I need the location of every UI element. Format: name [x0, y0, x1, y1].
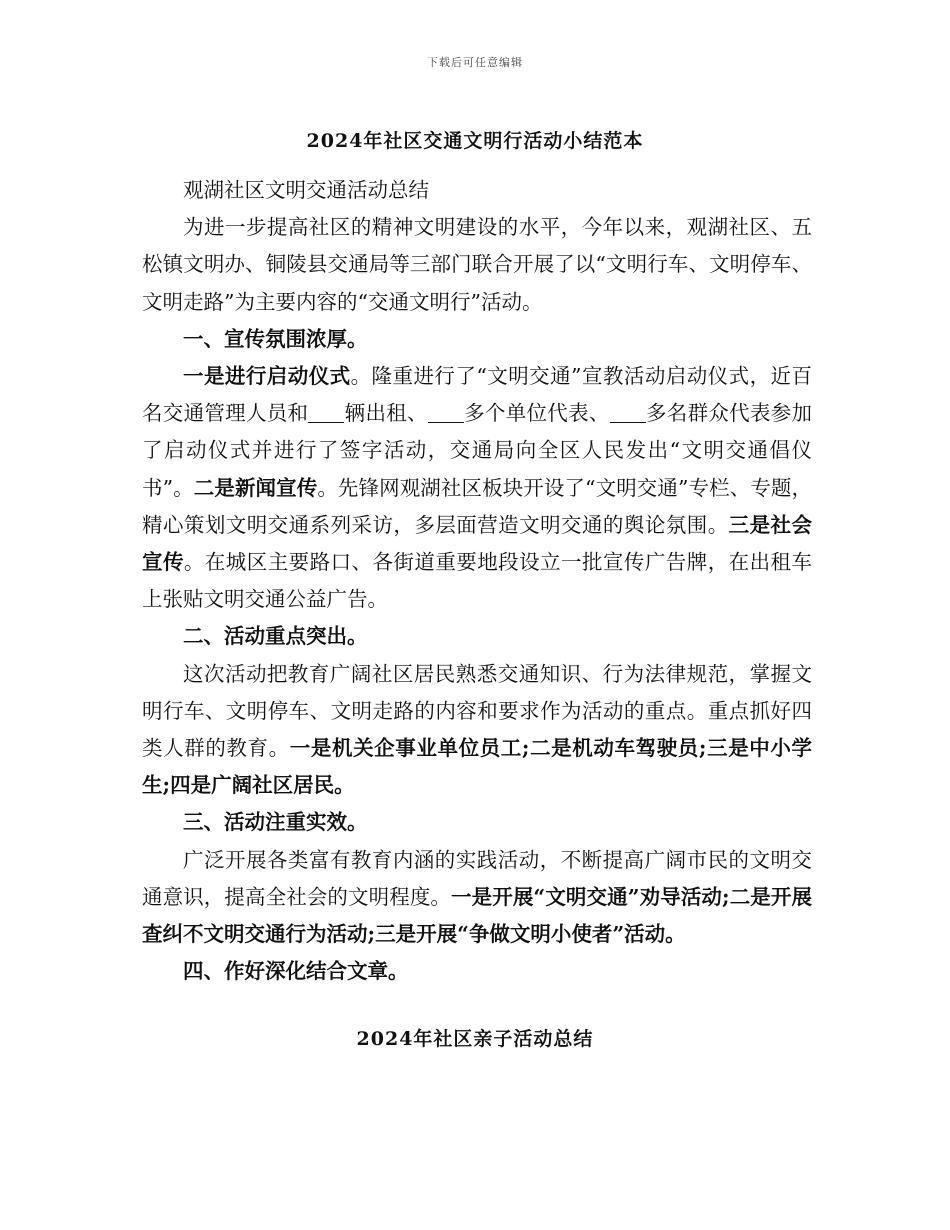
next-document-title: 2024年社区亲子活动总结	[356, 1028, 594, 1050]
document-title: 2024年社区交通文明行活动小结范本	[306, 130, 644, 152]
section-1-text-a: 。隆重进行了“文明交通”宣教活动启动仪式，近百名交通管理人员和	[142, 364, 812, 426]
section-1-heading: 一、宣传氛围浓厚。	[183, 326, 368, 351]
section-3-bold-text: 一是开展“文明交通”劝导活动;二是开展查纠不文明交通行为活动;三是开展“争做文明小使者”活动。	[142, 884, 813, 947]
document-body	[142, 172, 812, 990]
header-note: 下载后可任意编辑	[427, 56, 523, 69]
section-3-heading: 三、活动注重实效。	[183, 810, 368, 835]
section-1-text-e: 。先锋网观湖社区板块开设了“文明交通”专栏、专题，精心策划文明交通系列采访，多层面营造文明交通的舆论氛围。	[142, 475, 813, 537]
section-2-paragraph	[142, 656, 812, 805]
section-1-text-b: 辆出租、	[344, 401, 428, 426]
section-2-bold-text: 一是机关企事业单位员工;二是机动车驾驶员;三是中小学生;四是广阔社区居民。	[142, 736, 813, 798]
blank-underline	[428, 402, 464, 424]
section-1-text-c: 多个单位代表、	[463, 401, 610, 426]
section-1-point-2-label: 二是新闻宣传	[193, 475, 318, 500]
intro-paragraph: 为进一步提高社区的精神文明建设的水平，今年以来，观湖社区、五松镇文明办、铜陵县交通局等三部门联合开展了以“文明行车、文明停车、文明走路”为主要内容的“交通文明行”活动。	[142, 215, 812, 314]
section-4-heading: 四、作好深化结合文章。	[183, 959, 409, 984]
section-1-text-f: 。在城区主要路口、各街道重要地段设立一批宣传广告牌，在出租车上张贴文明交通公益广告。	[142, 550, 813, 612]
section-2-heading: 二、活动重点突出。	[183, 624, 368, 649]
subtitle: 观湖社区文明交通活动总结	[183, 178, 429, 202]
section-1-point-3-label: 三是社会宣传	[142, 512, 813, 575]
section-2-text: 这次活动把教育广阔社区居民熟悉交通知识、行为法律规范，掌握文明行车、文明停车、文明走路的内容和要求作为活动的重点。重点抓好四类人群的教育。	[142, 661, 812, 761]
blank-underline	[610, 402, 646, 424]
section-1-paragraph	[142, 358, 812, 618]
section-3-text: 广泛开展各类富有教育内涵的实践活动，不断提高广阔市民的文明交通意识，提高全社会的文明程度。	[142, 847, 812, 909]
section-3-paragraph	[142, 842, 812, 954]
section-1-text-d: 多名群众代表参加了启动仪式并进行了签字活动，交通局向全区人民发出“文明交通倡仪书”。	[142, 401, 813, 500]
blank-underline	[308, 402, 344, 424]
section-1-point-1-label: 一是进行启动仪式	[183, 364, 351, 389]
